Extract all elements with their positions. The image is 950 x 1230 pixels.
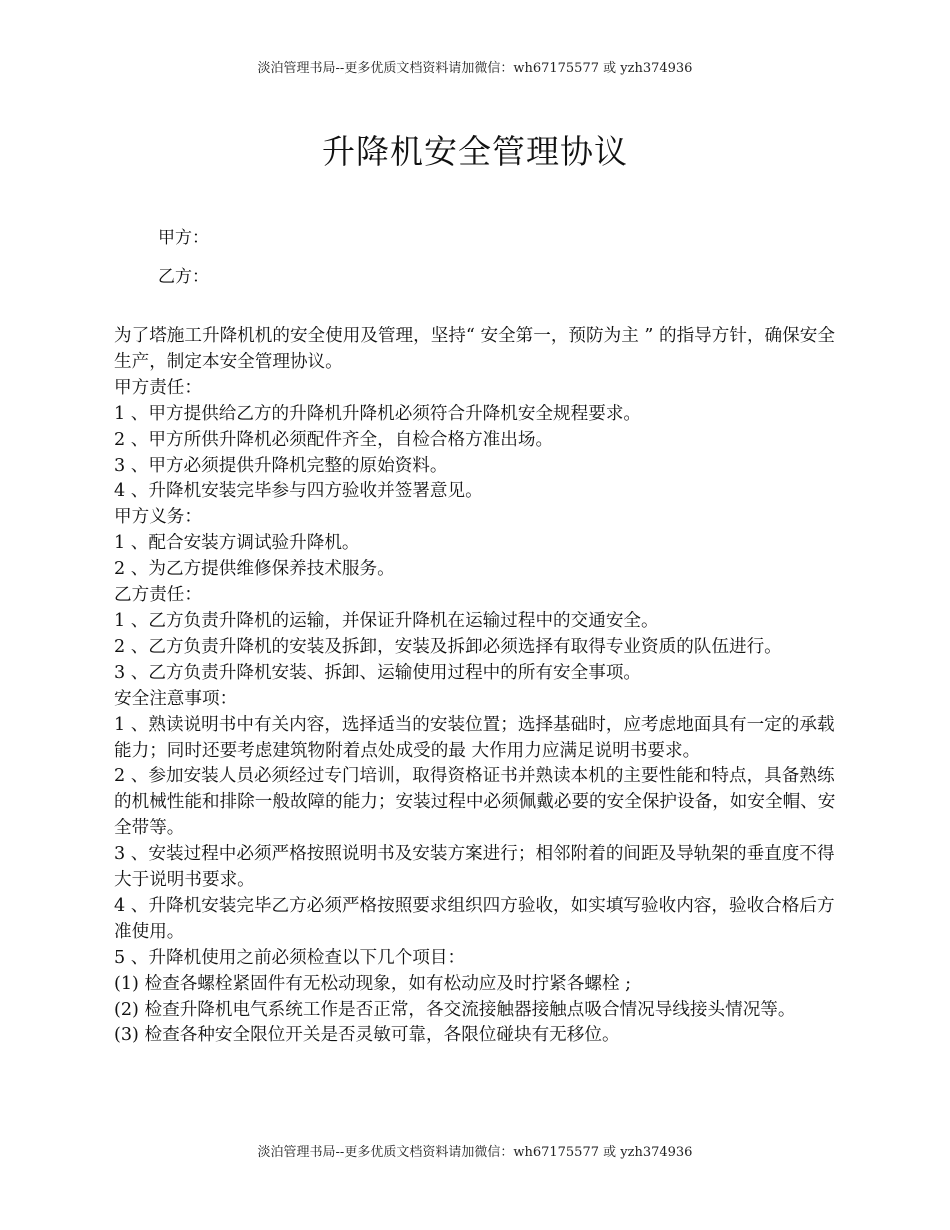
clause-item: 3 、甲方必须提供升降机完整的原始资料。 [114,455,448,476]
clause-item: 4 、升降机安装完毕参与四方验收并签署意见。 [114,481,483,502]
clause-item: 1 、乙方负责升降机的运输，并保证升降机在运输过程中的交通安全。 [114,610,659,631]
party-b-label: 乙方： [158,267,209,287]
section-heading-party-a-obligations: 甲方义务： [114,507,202,528]
clause-item: 2 、为乙方提供维修保养技术服务。 [114,559,395,580]
clause-item: 2 、乙方负责升降机的安装及拆卸，安装及拆卸必须选择有取得专业资质的队伍进行。 [114,636,782,657]
clause-item: 1 、配合安装方调试验升降机。 [114,533,360,554]
agreement-body [114,324,836,1049]
clause-item: 2 、参加安装人员必须经过专门培训，取得资格证书并熟读本机的主要性能和特点，具备熟练的机械性能和排除一般故障的能力；安装过程中必须佩戴必要的安全保护设备，如安全帽、安全带等。 [114,766,836,839]
party-a-label: 甲方： [158,228,209,248]
sub-clause-item: (3) 检查各种安全限位开关是否灵敏可靠，各限位碰块有无移位。 [114,1025,620,1046]
section-heading-party-a-responsibilities: 甲方责任： [114,377,202,398]
page-footer: 淡泊管理书局--更多优质文档资料请加微信：wh67175577 或 yzh374936 [257,1145,693,1160]
intro-paragraph: 为了塔施工升降机机的安全使用及管理，坚持“ 安全第一，预防为主 ” 的指导方针，确保安全生产，制定本安全管理协议。 [114,326,835,372]
sub-clause-item: (1) 检查各螺栓紧固件有无松动现象，如有松动应及时拧紧各螺栓 ; [114,973,632,994]
clause-item: 1 、甲方提供给乙方的升降机升降机必须符合升降机安全规程要求。 [114,403,642,424]
clause-item: 4 、升降机安装完毕乙方必须严格按照要求组织四方验收，如实填写验收内容，验收合格后方准使用。 [114,895,835,942]
clause-item: 1 、熟读说明书中有关内容，选择适当的安装位置；选择基础时，应考虑地面具有一定的承载能力；同时还要考虑建筑物附着点处成受的最 大作用力应满足说明书要求。 [114,714,835,761]
clause-item: 3 、安装过程中必须严格按照说明书及安装方案进行；相邻附着的间距及导轨架的垂直度不得大于说明书要求。 [114,844,835,891]
clause-item: 2 、甲方所供升降机必须配件齐全，自检合格方准出场。 [114,429,554,450]
section-heading-party-b-responsibilities: 乙方责任： [114,585,202,606]
page-header: 淡泊管理书局--更多优质文档资料请加微信：wh67175577 或 yzh374936 [257,61,693,76]
clause-item: 3 、乙方负责升降机安装、拆卸、运输使用过程中的所有安全事项。 [114,662,642,683]
clause-item: 5 、升降机使用之前必须检查以下几个项目： [114,947,466,968]
document-title: 升降机安全管理协议 [322,132,628,171]
sub-clause-item: (2) 检查升降机电气系统工作是否正常，各交流接触器接触点吸合情况导线接头情况等。 [114,999,796,1020]
section-heading-safety-notes: 安全注意事项： [114,688,238,709]
